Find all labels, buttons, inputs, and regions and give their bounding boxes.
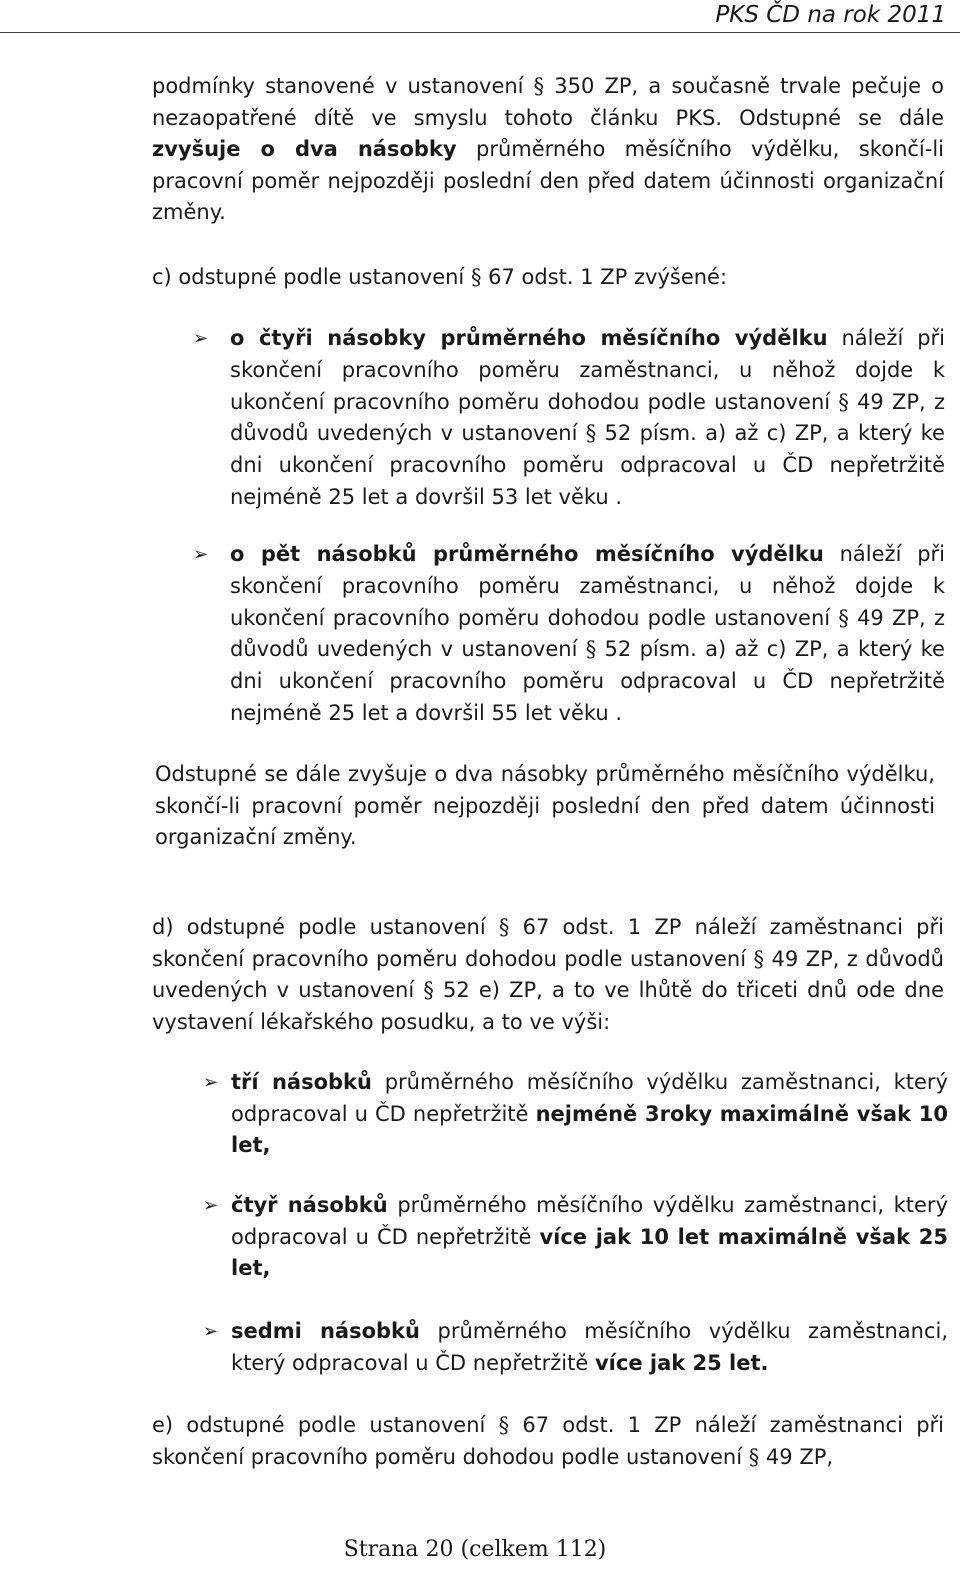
text: náleží při skončení pracovního poměru zaměstnanci, u něhož dojde k ukončení pracovního poměru dohodou podle ustanovení [230,326,945,414]
list-item-text [231,1190,948,1285]
section-c-heading [152,262,944,294]
text: 49 ZP, z důvodů uvedených v ustanovení [230,605,945,662]
list-item [193,539,945,730]
text: e) odstupné podle ustanovení [152,1413,486,1437]
arrow-bullet-icon: ➢ [203,1072,219,1093]
section-symbol: § [753,946,765,971]
text: 49 ZP, [765,1444,834,1469]
section-symbol: § [585,637,597,662]
text: průměrného měsíčního výdělku zaměstnanci, který odpracoval u ČD nepřetržitě [231,1319,948,1375]
list-item-text [230,323,945,514]
bold-text: čtyř násobků [231,1193,388,1217]
page-header [0,0,960,36]
bold-text: o čtyři násobky průměrného měsíčního výdělku [230,326,828,350]
header-rule [0,32,960,33]
text: 52 e) ZP, a to ve lhůtě do třiceti dnů ode dne vystavení lékařského posudku, a to ve výši: [152,978,944,1034]
text: 350 ZP, a současně trvale pečuje o nezaopatřené dítě ve smyslu tohoto článku PKS. Odstupné se dále [152,74,944,130]
text: průměrného měsíčního výdělku zaměstnanci, který odpracoval u ČD nepřetržitě [231,1193,948,1249]
arrow-bullet-icon: ➢ [193,328,209,349]
list-item [203,1316,948,1379]
text: průměrného měsíčního výdělku, skončí-li pracovní poměr nejpozději poslední den před datem účinnosti organizační změny. [152,137,944,224]
page-number: Strana 20 (celkem 112) [343,1537,607,1562]
section-symbol: § [498,915,510,939]
bold-text: tří násobků [231,1070,372,1094]
section-symbol: § [838,605,849,630]
text: 67 odst. 1 ZP zvýšené: [488,265,728,289]
text: 52 písm. a) až c) ZP, a který ke dni ukončení pracovního poměru odpracoval u ČD nepřetržitě nejméně 25 let a dovršil 55 let věku . [230,637,945,725]
text: průměrného měsíčního výdělku zaměstnanci, který odpracoval u ČD nepřetržitě [231,1070,948,1126]
text: podmínky stanovené v ustanovení [152,74,524,98]
section-symbol: § [423,978,434,1002]
list-item [203,1190,948,1285]
text: náleží při skončení pracovního poměru zaměstnanci, u něhož dojde k ukončení pracovního poměru dohodou podle ustanovení [230,542,946,630]
text: c) odstupné podle ustanovení [152,265,465,289]
section-symbol: § [498,1413,510,1437]
text: 49 ZP, z důvodů uvedených v ustanovení [230,389,945,446]
bold-text: více jak 25 let. [594,1350,769,1375]
list-item [193,323,945,514]
text: 67 odst. 1 ZP náleží zaměstnanci při skončení pracovního poměru dohodou podle ustanovení [152,1413,944,1469]
section-symbol: § [470,265,482,289]
list-item-text [231,1316,948,1379]
list-item-text [230,539,945,730]
bold-text: nejméně 3roky maximálně však 10 let, [231,1101,948,1157]
section-symbol: § [748,1444,760,1469]
text: d) odstupné podle ustanovení [152,915,486,939]
section-symbol: § [838,389,849,414]
bold-text: zvyšuje o dva násobky [152,137,457,161]
section-e [152,1410,944,1473]
list-item-text [231,1067,948,1162]
list-item [203,1067,948,1162]
bold-text: více jak 10 let maximálně však 25 let, [231,1224,948,1280]
arrow-bullet-icon: ➢ [193,544,209,565]
arrow-bullet-icon: ➢ [203,1321,219,1342]
text: 49 ZP, z důvodů uvedených v ustanovení [152,946,944,1002]
section-symbol: § [585,421,597,446]
header-title: PKS ČD na rok 2011 [715,2,946,28]
section-d [152,912,944,1038]
text: 67 odst. 1 ZP náleží zaměstnanci při skončení pracovního poměru dohodou podle ustanovení [152,915,944,971]
text: 52 písm. a) až c) ZP, a který ke dni ukončení pracovního poměru odpracoval u ČD nepřetržitě nejméně 25 let a dovršil 53 let věku . [230,421,945,509]
text: Odstupné se dále zvyšuje o dva násobky průměrného měsíčního výdělku, skončí-li pracovní poměr nejpozději poslední den před datem účinnosti organizační změny. [155,762,935,849]
paragraph-increase [155,759,935,854]
arrow-bullet-icon: ➢ [203,1195,219,1216]
section-symbol: § [533,74,545,98]
page-footer [0,1537,950,1562]
bold-text: sedmi násobků [231,1319,420,1343]
paragraph-intro [152,71,944,229]
bold-text: o pět násobků průměrného měsíčního výdělku [230,542,824,566]
